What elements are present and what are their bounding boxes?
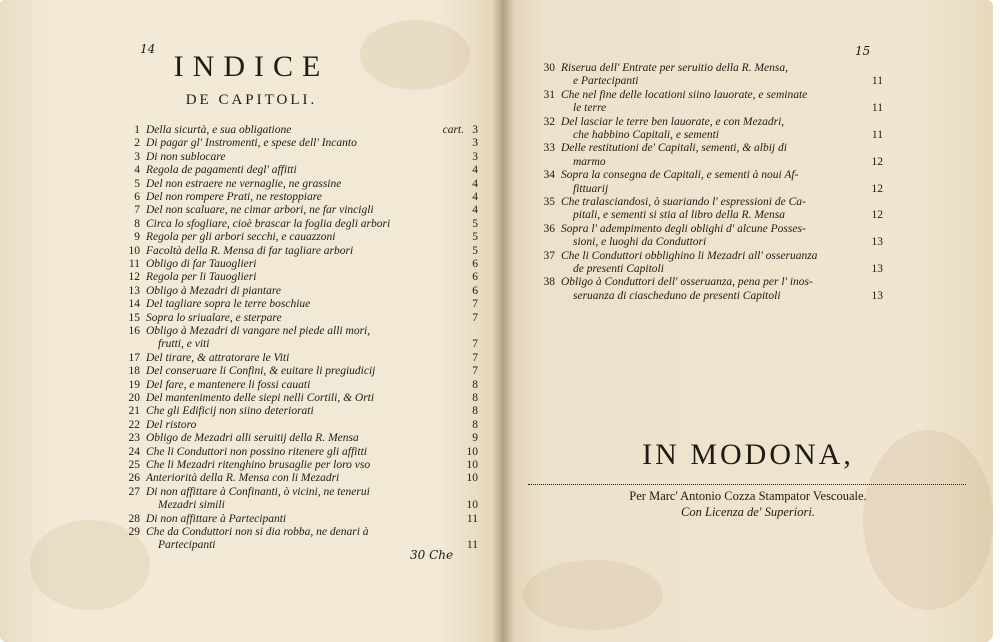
index-title: INDICE xyxy=(173,50,330,83)
toc-entry-title: Di non affittare à Partecipanti xyxy=(146,512,287,525)
toc-entry-title: Del ristoro xyxy=(146,418,197,431)
toc-entry-page: 12 xyxy=(871,209,883,222)
page-number-left: 14 xyxy=(140,42,156,56)
page-number-right: 15 xyxy=(855,44,871,58)
toc-entry-number: 24 xyxy=(128,445,140,458)
toc-entry-number: 38 xyxy=(543,276,555,289)
toc-entry-number: 29 xyxy=(128,526,140,538)
toc-entry-page: 12 xyxy=(871,155,883,168)
toc-entry-page: 7 xyxy=(472,298,478,311)
toc-right xyxy=(533,62,883,312)
toc-entry-page: 8 xyxy=(472,392,478,404)
toc-entry-number: 37 xyxy=(543,249,555,262)
toc-entry-number: 28 xyxy=(128,512,140,525)
toc-entry-page: 13 xyxy=(871,236,883,249)
toc-entry-number: 21 xyxy=(128,405,140,418)
imprint-printer: Per Marc' Antonio Cozza Stampator Vescouale. xyxy=(629,489,867,503)
toc-entry-page: 7 xyxy=(472,311,478,324)
toc-entry-page: 10 xyxy=(466,459,478,471)
toc-entry-number: 6 xyxy=(134,191,140,203)
toc-entry-page: 7 xyxy=(472,338,478,351)
toc-entry-continuation: Mezadri simili xyxy=(158,499,225,512)
toc-entry-page: 13 xyxy=(871,262,883,275)
toc-entry-page: 4 xyxy=(472,164,478,177)
toc-entry-page: 4 xyxy=(472,177,478,190)
toc-entry-number: 35 xyxy=(543,196,555,208)
toc-entry-title: Che li Mezadri ritenghino brusaglie per loro vso xyxy=(146,459,371,471)
toc-entry-title: Del non estraere ne vernaglie, ne grassine xyxy=(146,177,342,190)
toc-left xyxy=(118,124,478,554)
toc-entry-number: 26 xyxy=(128,472,140,485)
toc-entry-continuation: seruanza di ciascheduno de presenti Capitoli xyxy=(573,289,781,302)
toc-entry-number: 36 xyxy=(543,222,555,235)
toc-entry-title: Che li Conduttori obblighino li Mezadri all' osseruanza xyxy=(561,249,818,262)
toc-entry-page: 5 xyxy=(472,231,478,244)
index-subtitle: DE CAPITOLI. xyxy=(185,92,318,108)
toc-entry-number: 32 xyxy=(543,115,555,128)
toc-entry-title: Sopra la consegna de Capitali, e sementi à noui Af- xyxy=(561,169,799,182)
toc-entry-number: 18 xyxy=(128,365,140,378)
toc-entry-title: Che tralasciandosi, ò suariando l' espressioni de Ca- xyxy=(561,196,806,208)
toc-entry-number: 7 xyxy=(134,204,140,217)
toc-entry-page: 10 xyxy=(466,499,478,512)
toc-entry-continuation: e Partecipanti xyxy=(573,75,639,88)
toc-entry-title: Del tirare, & attratorare le Viti xyxy=(146,351,290,364)
toc-entry-title: Riserua dell' Entrate per seruitio della R. Mensa, xyxy=(561,62,788,74)
toc-entry-title: Del non rompere Prati, ne restoppiare xyxy=(146,191,322,203)
toc-entry-title: Regola per gli arbori secchi, e cauazzoni xyxy=(146,231,336,244)
catchword: 30 Che xyxy=(410,548,454,562)
toc-entry-title: Circa lo sfogliare, cioè brascar la foglia degli arbori xyxy=(146,217,391,230)
toc-entry-continuation: pitali, e sementi si stia al libro della R. Mensa xyxy=(573,209,785,222)
toc-entry-number: 12 xyxy=(128,271,140,284)
toc-entry-continuation: marmo xyxy=(573,155,606,168)
toc-entry-title: Obligo de Mezadri alli seruitij della R. Mensa xyxy=(146,432,359,445)
toc-entry-continuation: frutti, e viti xyxy=(158,338,210,351)
toc-entry-page: 4 xyxy=(472,204,478,217)
toc-entry-number: 14 xyxy=(128,298,140,311)
toc-entry-continuation: sioni, e luoghi da Conduttori xyxy=(573,236,707,249)
toc-entry-number: 19 xyxy=(128,378,140,391)
toc-entry-title: Del tagliare sopra le terre boschiue xyxy=(146,298,311,311)
toc-entry-page: 6 xyxy=(472,271,478,284)
right-page xyxy=(503,0,993,642)
toc-entry-page: 11 xyxy=(871,75,883,88)
toc-entry-page: 6 xyxy=(472,284,478,297)
toc-entry-continuation: che habbino Capitali, e sementi xyxy=(573,128,719,141)
toc-entry-page: 10 xyxy=(466,445,478,458)
toc-entry-title: Che nel fine delle locationi siino lauorate, e seminate xyxy=(561,88,808,101)
toc-entry-continuation: le terre xyxy=(573,102,607,115)
toc-entry-title: Delle restitutioni de' Capitali, sementi, & albij di xyxy=(561,142,787,155)
toc-entry-number: 5 xyxy=(134,177,140,190)
toc-entry-title: Che li Conduttori non possino ritenere gli affitti xyxy=(146,445,367,458)
toc-entry-page: 12 xyxy=(871,182,883,195)
toc-entry-title: Obligo à Mezadri di vangare nel piede alli mori, xyxy=(146,325,371,337)
toc-entry-number: 27 xyxy=(128,485,140,498)
toc-entry-title: Obligo à Mezadri di piantare xyxy=(146,284,282,297)
toc-entry-title: Di pagar gl' Instromenti, e spese dell' Incanto xyxy=(146,137,357,150)
toc-entry-title: Anteriorità della R. Mensa con li Mezadri xyxy=(146,472,340,485)
toc-entry-title: Sopra l' adempimento degli oblighi d' alcune Posses- xyxy=(561,222,806,235)
toc-entry-page: 6 xyxy=(472,258,478,270)
toc-header-label: cart. xyxy=(442,124,464,136)
toc-entry-number: 1 xyxy=(134,124,140,136)
toc-entry-number: 31 xyxy=(543,88,555,101)
toc-entry-page: 10 xyxy=(466,472,478,485)
toc-entry-title: Facoltà della R. Mensa di far tagliare arbori xyxy=(146,244,354,257)
toc-entry-continuation: fittuarij xyxy=(573,182,609,195)
toc-entry-page: 11 xyxy=(466,539,478,552)
toc-entry-number: 20 xyxy=(128,392,140,404)
toc-entry-title: Del non scaluare, ne cimar arbori, ne far vincigli xyxy=(146,204,374,217)
toc-entry-page: 7 xyxy=(472,351,478,364)
toc-entry-page: 11 xyxy=(871,102,883,115)
toc-entry-number: 4 xyxy=(134,164,140,177)
toc-entry-title: Del lasciar le terre ben lauorate, e con Mezadri, xyxy=(561,115,785,128)
toc-entry-number: 16 xyxy=(128,325,140,337)
toc-entry-title: Sopra lo sriualare, e sterpare xyxy=(146,311,282,324)
imprint-license: Con Licenza de' Superiori. xyxy=(681,505,815,519)
toc-entry-page: 13 xyxy=(871,289,883,302)
toc-entry-number: 23 xyxy=(128,432,140,445)
toc-entry-number: 3 xyxy=(134,150,140,163)
imprint-city: IN MODONA, xyxy=(642,438,854,471)
toc-entry-title: Di non sublocare xyxy=(146,150,226,163)
toc-entry-title: Che gli Edificij non siino deteriorati xyxy=(146,405,314,418)
toc-entry-page: 7 xyxy=(472,365,478,378)
toc-entry-page: 11 xyxy=(871,128,883,141)
toc-entry-number: 17 xyxy=(128,351,140,364)
toc-entry-page: 9 xyxy=(472,432,478,445)
toc-entry-page: 5 xyxy=(472,244,478,257)
toc-entry-number: 2 xyxy=(134,137,140,150)
toc-entry-number: 25 xyxy=(128,459,140,471)
imprint-rule xyxy=(528,484,966,485)
toc-entry-title: Del fare, e mantenere li fossi cauati xyxy=(146,378,311,391)
toc-entry-number: 13 xyxy=(128,284,140,297)
toc-entry-page: 8 xyxy=(472,378,478,391)
toc-entry-number: 33 xyxy=(543,142,555,155)
toc-entry-number: 15 xyxy=(128,311,140,324)
toc-entry-title: Della sicurtà, e sua obligatione xyxy=(146,124,292,136)
toc-entry-page: 3 xyxy=(472,124,478,136)
toc-entry-title: Regola de pagamenti degl' affitti xyxy=(146,164,297,177)
toc-entry-title: Regola per li Tauoglieri xyxy=(146,271,257,284)
toc-entry-title: Del mantenimento delle siepi nelli Cortili, & Orti xyxy=(146,392,375,404)
toc-entry-title: Obligo à Conduttori dell' osseruanza, pena per l' inos- xyxy=(561,276,813,289)
toc-entry-number: 34 xyxy=(543,169,555,182)
toc-entry-number: 22 xyxy=(128,418,140,431)
toc-entry-number: 8 xyxy=(134,217,140,230)
book-gutter xyxy=(492,0,514,642)
toc-entry-number: 30 xyxy=(543,62,555,74)
toc-entry-page: 5 xyxy=(472,217,478,230)
toc-entry-continuation: de presenti Capitoli xyxy=(573,262,664,275)
toc-entry-page: 4 xyxy=(472,191,478,203)
toc-entry-page: 8 xyxy=(472,405,478,418)
toc-entry-number: 10 xyxy=(128,244,140,257)
toc-entry-number: 9 xyxy=(134,231,140,244)
toc-entry-title: Di non affittare à Confinanti, ò vicini, ne tenerui xyxy=(146,485,370,498)
toc-entry-number: 11 xyxy=(128,258,140,270)
toc-entry-page: 11 xyxy=(466,512,478,525)
toc-entry-title: Obligo di far Tauoglieri xyxy=(146,258,257,270)
toc-entry-page: 3 xyxy=(472,150,478,163)
toc-entry-title: Del conseruare li Confini, & euitare li pregiudicij xyxy=(146,365,376,378)
toc-entry-page: 8 xyxy=(472,418,478,431)
toc-entry-page: 3 xyxy=(472,137,478,150)
toc-entry-continuation: Partecipanti xyxy=(158,539,216,552)
toc-entry-title: Che da Conduttori non si dia robba, ne denari à xyxy=(146,526,369,538)
